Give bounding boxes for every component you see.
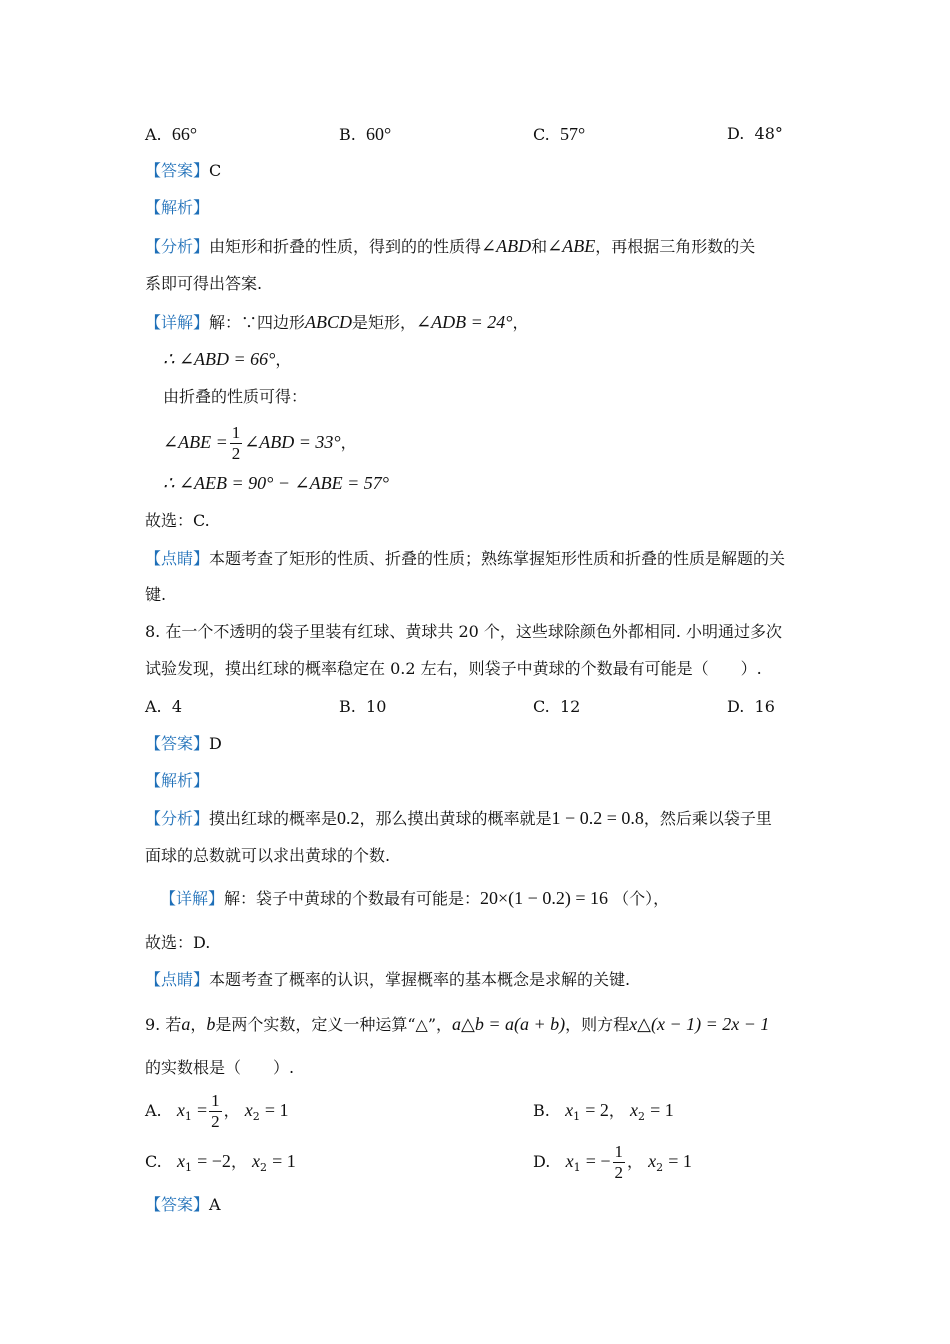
subscript: 2 — [260, 1161, 268, 1174]
math: x△(x − 1) = 2x − 1 — [629, 1014, 770, 1034]
option-label: C. — [533, 125, 550, 144]
math: x — [629, 1100, 638, 1120]
option-label: A. — [145, 697, 162, 716]
math: x — [244, 1100, 253, 1120]
q7-guxuan — [145, 509, 210, 533]
option-value: 12 — [559, 697, 581, 716]
math: = − — [585, 1151, 611, 1171]
q7-step-4 — [163, 471, 389, 496]
q9-stem-line-1 — [145, 1012, 769, 1037]
subscript: 2 — [637, 1110, 645, 1123]
option-label: D. — [533, 1152, 551, 1171]
q9-answer — [145, 1193, 221, 1217]
answer-tag: 【答案】 — [145, 1195, 210, 1214]
q8-answer — [145, 732, 222, 756]
math: = −2 — [197, 1151, 231, 1171]
q8-option-d — [727, 695, 775, 719]
text: 故选：C. — [145, 511, 210, 530]
text: 是两个实数，定义一种运算“△”， — [215, 1015, 453, 1034]
text: 解：∵四边形 — [209, 313, 306, 332]
math: = 1 — [264, 1100, 289, 1120]
option-label: C. — [533, 697, 550, 716]
math: ∴ ∠ABD = 66° — [163, 349, 276, 369]
q7-option-a — [145, 122, 197, 147]
text: ， — [627, 1152, 644, 1171]
text: ，那么摸出黄球的概率就是 — [359, 809, 552, 828]
option-value: 57° — [559, 124, 586, 144]
q7-step-3 — [163, 420, 357, 465]
math: 0.2 — [337, 808, 360, 828]
fenxi-tag: 【分析】 — [145, 809, 210, 828]
dianjing-tag: 【点睛】 — [145, 970, 210, 989]
q9-option-d — [533, 1139, 692, 1190]
math: ABCD — [305, 312, 353, 332]
q7-xiangjie-line-1 — [145, 310, 528, 335]
subscript: 2 — [656, 1161, 664, 1174]
math: x — [177, 1151, 186, 1171]
denominator: 2 — [231, 444, 241, 463]
math: = 1 — [272, 1151, 296, 1171]
text: ，然后乘以袋子里 — [643, 809, 772, 828]
jiexi-tag: 【解析】 — [145, 198, 210, 217]
option-value: 60° — [366, 124, 392, 144]
answer-value: A — [209, 1195, 221, 1214]
math: = 1 — [668, 1151, 692, 1171]
math: ∠ABE = — [163, 432, 228, 452]
subscript: 1 — [185, 1161, 193, 1174]
math: x — [252, 1151, 261, 1171]
text: （个）， — [613, 889, 670, 908]
answer-tag: 【答案】 — [145, 734, 210, 753]
math: a△b = a(a + b) — [452, 1014, 566, 1034]
math: x — [565, 1151, 574, 1171]
text: ， — [512, 313, 529, 332]
text: 本题考查了矩形的性质、折叠的性质；熟练掌握矩形性质和折叠的性质是解题的关 — [209, 549, 786, 568]
q7-step-2 — [163, 385, 307, 409]
option-value: 66° — [171, 124, 198, 144]
text: 试验发现，摸出红球的概率稳定在 0.2 左右，则袋子中黄球的个数最有可能是（ ）. — [145, 659, 762, 678]
q7-dianjing-line-2 — [145, 583, 166, 607]
option-value: 48° — [754, 124, 783, 143]
text: 面球的总数就可以求出黄球的个数. — [145, 846, 391, 865]
text: 键. — [145, 585, 167, 604]
math: ∠ABD — [481, 236, 532, 256]
math: ∠ADB = 24° — [416, 312, 513, 332]
text: 系即可得出答案. — [145, 274, 263, 293]
text: ， — [230, 1152, 247, 1171]
answer-tag: 【答案】 — [145, 161, 210, 180]
denominator: 2 — [614, 1163, 624, 1182]
q8-xiangjie-line-1 — [160, 886, 669, 911]
q9-option-c — [145, 1149, 296, 1180]
option-label: D. — [727, 697, 745, 716]
numerator: 1 — [231, 423, 241, 442]
text: 故选：D. — [145, 933, 211, 952]
subscript: 1 — [184, 1110, 192, 1123]
fraction — [613, 1142, 626, 1183]
option-label: A. — [145, 125, 162, 144]
text: 9. 若 — [145, 1015, 182, 1034]
math: x — [176, 1100, 185, 1120]
q7-fenxi-line-1 — [145, 234, 755, 259]
text: 是矩形， — [352, 313, 417, 332]
q7-step-1 — [163, 347, 291, 372]
text: ， — [340, 433, 357, 452]
dianjing-tag: 【点睛】 — [145, 549, 210, 568]
option-label: B. — [339, 125, 356, 144]
text: 和 — [531, 237, 548, 256]
jiexi-tag: 【解析】 — [145, 771, 210, 790]
q8-option-c — [533, 695, 580, 719]
q8-fenxi-line-2 — [145, 844, 390, 868]
q9-stem-line-2 — [145, 1056, 294, 1080]
q8-stem-line-1 — [145, 620, 782, 644]
option-value: 4 — [171, 697, 182, 716]
math: x — [648, 1151, 657, 1171]
math: ∠ABE — [547, 236, 596, 256]
q9-option-b — [533, 1098, 674, 1129]
text: 由矩形和折叠的性质，得到的的性质得 — [209, 237, 482, 256]
option-label: C. — [145, 1152, 162, 1171]
option-value: 16 — [754, 697, 775, 716]
fraction — [230, 423, 243, 464]
subscript: 1 — [573, 1161, 581, 1174]
q7-fenxi-line-2 — [145, 272, 262, 296]
answer-value: D — [209, 734, 222, 753]
text: ，则方程 — [565, 1015, 630, 1034]
denominator: 2 — [211, 1112, 220, 1131]
math: b — [206, 1014, 216, 1034]
option-label: B. — [339, 697, 356, 716]
answer-value: C — [209, 161, 222, 180]
q8-option-b — [339, 695, 386, 719]
option-label: D. — [727, 124, 745, 143]
numerator: 1 — [211, 1091, 220, 1110]
text: 摸出红球的概率是 — [209, 809, 338, 828]
text: ， — [608, 1101, 625, 1120]
xiangjie-tag: 【详解】 — [145, 313, 210, 332]
math: = 1 — [650, 1100, 674, 1120]
q8-option-a — [145, 695, 182, 719]
text: 解：袋子中黄球的个数最有可能是： — [224, 889, 481, 908]
math: 20×(1 − 0.2) = 16 — [480, 888, 608, 908]
q7-option-d — [727, 122, 783, 146]
option-value: 10 — [366, 697, 387, 716]
q8-fenxi-line-1 — [145, 806, 772, 831]
fraction — [209, 1091, 222, 1132]
fenxi-tag: 【分析】 — [145, 237, 210, 256]
math: x — [565, 1100, 574, 1120]
q7-option-b — [339, 122, 391, 147]
math: ∠ABD = 33° — [244, 432, 341, 452]
text: ， — [275, 350, 292, 369]
q8-guxuan — [145, 931, 210, 955]
text: ，再根据三角形数的关 — [595, 237, 756, 256]
numerator: 1 — [614, 1142, 624, 1161]
text: ， — [223, 1101, 240, 1120]
q8-jiexi — [145, 769, 209, 793]
text: 本题考查了概率的认识，掌握概率的基本概念是求解的关键. — [209, 970, 631, 989]
text: 的实数根是（ ）. — [145, 1058, 295, 1077]
q9-option-a — [145, 1088, 289, 1139]
math: a — [181, 1014, 191, 1034]
math: 1 − 0.2 = 0.8 — [551, 808, 644, 828]
text: 由折叠的性质可得： — [163, 387, 308, 406]
math: = — [197, 1100, 208, 1120]
option-label: B. — [533, 1101, 550, 1120]
subscript: 2 — [252, 1110, 260, 1123]
xiangjie-tag: 【详解】 — [160, 889, 225, 908]
q8-dianjing — [145, 968, 630, 992]
q8-stem-line-2 — [145, 657, 762, 681]
math: ∴ ∠AEB = 90° − ∠ABE = 57° — [163, 473, 389, 493]
q7-option-c — [533, 122, 585, 147]
text: 8. 在一个不透明的袋子里装有红球、黄球共 20 个，这些球除颜色外都相同. 小明通过多次 — [145, 622, 783, 641]
q7-answer — [145, 159, 221, 183]
q7-jiexi — [145, 196, 209, 220]
option-label: A. — [145, 1101, 162, 1120]
text: ， — [190, 1015, 207, 1034]
subscript: 1 — [573, 1110, 581, 1123]
q7-dianjing-line-1 — [145, 547, 785, 571]
math: = 2 — [585, 1100, 609, 1120]
